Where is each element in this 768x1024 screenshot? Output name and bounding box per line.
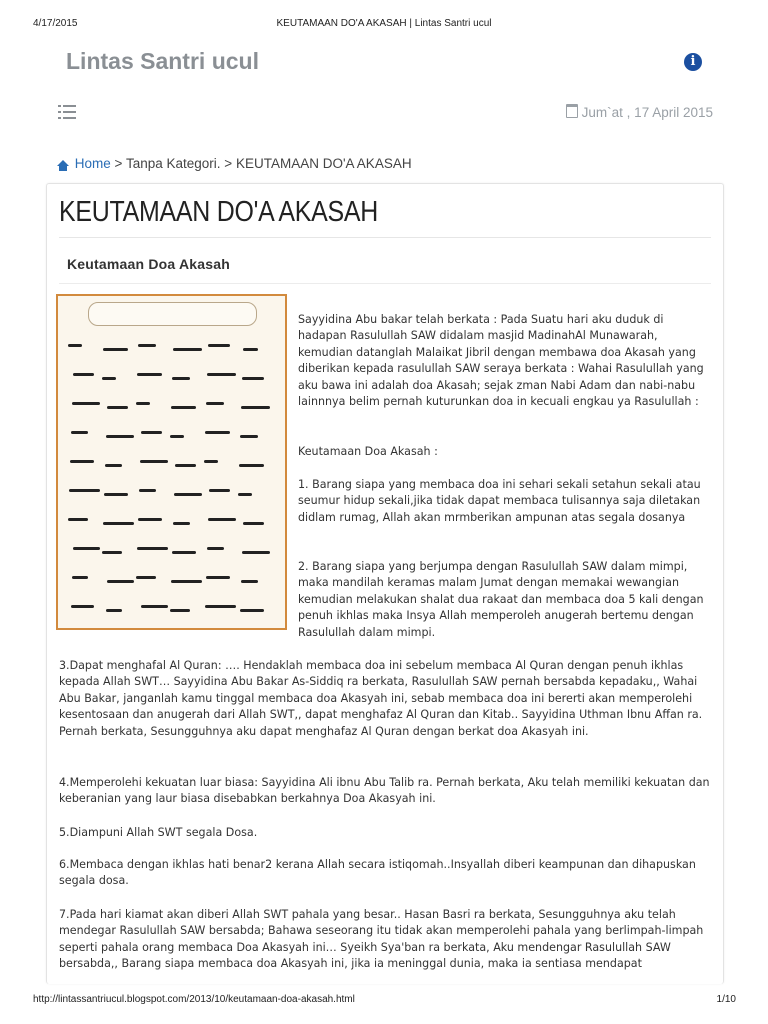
calligraphy-stroke bbox=[138, 518, 162, 521]
calligraphy-stroke bbox=[103, 522, 134, 525]
calligraphy-stroke bbox=[104, 493, 128, 496]
print-url: http://lintassantriucul.blogspot.com/2013/10/keutamaan-doa-akasah.html bbox=[33, 994, 355, 1005]
paragraph: 6.Membaca dengan ikhlas hati benar2 kerana Allah secara istiqomah..Insyallah diberi keampunan dan dihapuskan segala dosa. bbox=[59, 858, 696, 888]
calligraphy-stroke bbox=[107, 406, 128, 409]
calligraphy-stroke bbox=[72, 576, 88, 579]
calendar-icon bbox=[566, 104, 578, 118]
calligraphy-stroke bbox=[174, 493, 202, 496]
calligraphy-stroke bbox=[243, 348, 258, 351]
list-icon[interactable] bbox=[58, 105, 76, 119]
calligraphy-stroke bbox=[241, 406, 270, 409]
breadcrumb-separator: > bbox=[114, 156, 123, 171]
calligraphy-stroke bbox=[71, 605, 94, 608]
breadcrumb-separator: > bbox=[224, 156, 233, 171]
paragraph: Keutamaan Doa Akasah : bbox=[298, 445, 438, 458]
post-title: KEUTAMAAN DO'A AKASAH bbox=[59, 196, 379, 228]
calligraphy-stroke bbox=[238, 493, 252, 496]
calligraphy-stroke bbox=[68, 518, 88, 521]
calligraphy-stroke bbox=[69, 489, 100, 492]
calligraphy-stroke bbox=[171, 580, 202, 583]
calligraphy-stroke bbox=[208, 344, 230, 347]
calligraphy-stroke bbox=[138, 344, 156, 347]
calligraphy-stroke bbox=[106, 435, 134, 438]
calligraphy-stroke bbox=[102, 377, 116, 380]
calligraphy-stroke bbox=[171, 406, 196, 409]
paragraph: 3.Dapat menghafal Al Quran: …. Hendaklah membaca doa ini sebelum membaca Al Quran dengan penuh ikhlas kepada Allah SWT… Sayyidina Abu Bakar As-Siddiq ra berkata, Rasulullah SAW pernah bersabda kepadaku,, Wahai Abu Bakar, janganlah kamu tinggal membaca doa Akasyah ini, sebab membaca doa ini bererti akan memperolehi kesentosaan dan anugerah dari Allah SWT,, dapat menghafaz Al Quran dan Kitab.. Sayyidina Uthman Ibnu Affan ra. Pernah berkata, Sesungguhnya aku dapat menghafaz Al Quran dengan berkat doa Akasyah ini. bbox=[59, 659, 703, 738]
site-title[interactable]: Lintas Santri ucul bbox=[66, 48, 259, 74]
calligraphy-stroke bbox=[242, 551, 270, 554]
calligraphy-stroke bbox=[207, 547, 224, 550]
paragraph: Sayyidina Abu bakar telah berkata : Pada Suatu hari aku duduk di hadapan Rasulullah SAW didalam masjid MadinahAl Munawarah, kemudian datanglah Malaikat Jibril dengan membawa doa Akasah yang diberikan kepada rasulullah SAW seraya berkata : Wahai Rasulullah yang aku bawa ini adalah doa Akasah; sejak zman Nabi Adam dan nabi-nabu lainnnya belim pernah kuturunkan doa in kecuali engkau ya Rasulullah : bbox=[298, 313, 704, 409]
calligraphy-stroke bbox=[206, 576, 230, 579]
calligraphy-stroke bbox=[106, 609, 122, 612]
calligraphy-stroke bbox=[173, 522, 190, 525]
breadcrumb-current: KEUTAMAAN DO'A AKASAH bbox=[235, 156, 412, 171]
calligraphy-stroke bbox=[136, 576, 156, 579]
calligraphy-stroke bbox=[103, 348, 128, 351]
calligraphy-stroke bbox=[70, 460, 94, 463]
breadcrumb bbox=[57, 156, 412, 171]
calligraphy-stroke bbox=[240, 609, 264, 612]
date-text: Jum`at , 17 April 2015 bbox=[581, 105, 713, 120]
calligraphy-stroke bbox=[243, 522, 264, 525]
post-date bbox=[566, 104, 713, 120]
calligraphy-stroke bbox=[173, 348, 202, 351]
breadcrumb-home[interactable]: Home bbox=[57, 156, 111, 171]
breadcrumb-category[interactable]: Tanpa Kategori. bbox=[125, 156, 221, 171]
print-title: KEUTAMAAN DO'A AKASAH | Lintas Santri ucul bbox=[276, 18, 492, 29]
post-subtitle: Keutamaan Doa Akasah bbox=[67, 256, 230, 272]
paragraph: 7.Pada hari kiamat akan diberi Allah SWT pahala yang besar.. Hasan Basri ra berkata, Sesungguhnya aku telah mendegar Rasulullah SAW bersabda; Bahawa seseorang itu tidak akan memperolehi pahala yang berlimpah-limpah seperti pahala orang membaca Doa Akasyah ini… Syeikh Sya'ban ra berkata, Aku mendengar Rasulullah SAW bersabda,, Barang siapa membaca doa Akasyah ini, jika ia meninggal dunia, maka ia sentiasa mendapat bbox=[59, 908, 704, 971]
bismillah-banner bbox=[88, 302, 257, 326]
calligraphy-stroke bbox=[139, 489, 156, 492]
title-divider bbox=[59, 237, 711, 238]
calligraphy-stroke bbox=[170, 435, 184, 438]
calligraphy-stroke bbox=[137, 547, 168, 550]
calligraphy-stroke bbox=[105, 464, 122, 467]
print-header bbox=[0, 18, 768, 30]
calligraphy-stroke bbox=[206, 402, 224, 405]
subtitle-divider bbox=[59, 283, 711, 284]
paragraph: 4.Memperolehi kekuatan luar biasa: Sayyidina Ali ibnu Abu Talib ra. Pernah berkata, Aku telah memiliki kekuatan dan keberanian yang laur biasa disebabkan berkahnya Doa Akasyah ini. bbox=[59, 776, 710, 806]
calligraphy-stroke bbox=[68, 344, 82, 347]
home-icon bbox=[57, 160, 69, 166]
print-footer bbox=[0, 994, 768, 1006]
calligraphy-stroke bbox=[240, 435, 258, 438]
calligraphy-stroke bbox=[209, 489, 230, 492]
calligraphy-stroke bbox=[136, 402, 150, 405]
calligraphy-stroke bbox=[172, 377, 190, 380]
calligraphy-stroke bbox=[207, 373, 236, 376]
arabic-doa-akasah-image bbox=[56, 294, 287, 630]
calligraphy-stroke bbox=[141, 605, 168, 608]
paragraph: 5.Diampuni Allah SWT segala Dosa. bbox=[59, 826, 258, 839]
calligraphy-stroke bbox=[242, 377, 264, 380]
calligraphy-stroke bbox=[102, 551, 122, 554]
calligraphy-stroke bbox=[107, 580, 134, 583]
calligraphy-stroke bbox=[137, 373, 162, 376]
calligraphy-stroke bbox=[241, 580, 258, 583]
calligraphy-stroke bbox=[204, 460, 218, 463]
calligraphy-stroke bbox=[140, 460, 168, 463]
info-circle-icon[interactable]: i bbox=[684, 53, 702, 71]
calligraphy-stroke bbox=[205, 431, 230, 434]
print-page-number: 1/10 bbox=[716, 994, 736, 1005]
calligraphy-stroke bbox=[239, 464, 264, 467]
paragraph: 2. Barang siapa yang berjumpa dengan Rasulullah SAW dalam mimpi, maka mandilah keramas malam Jumat dengan memakai wewangian kemudian melakukan shalat dua rakaat dan membaca doa 5 kali dengan penuh ikhlas maka Insya Allah memperoleh anugerah bertemu dengan Rasulullah dalam mimpi. bbox=[298, 560, 704, 639]
calligraphy-stroke bbox=[72, 402, 100, 405]
calligraphy-stroke bbox=[205, 605, 236, 608]
print-date: 4/17/2015 bbox=[33, 18, 78, 29]
calligraphy-stroke bbox=[208, 518, 236, 521]
calligraphy-stroke bbox=[175, 464, 196, 467]
calligraphy-stroke bbox=[141, 431, 162, 434]
calligraphy-stroke bbox=[170, 609, 190, 612]
calligraphy-stroke bbox=[71, 431, 88, 434]
calligraphy-stroke bbox=[73, 547, 100, 550]
calligraphy-stroke bbox=[172, 551, 196, 554]
paragraph: 1. Barang siapa yang membaca doa ini sehari sekali setahun sekali atau seumur hidup sekali,jika tidak dapat membaca tulisannya saja diletakan didlam rumag, Allah akan mrmberikan ampunan atas segala dosanya bbox=[298, 478, 701, 524]
calligraphy-stroke bbox=[73, 373, 94, 376]
